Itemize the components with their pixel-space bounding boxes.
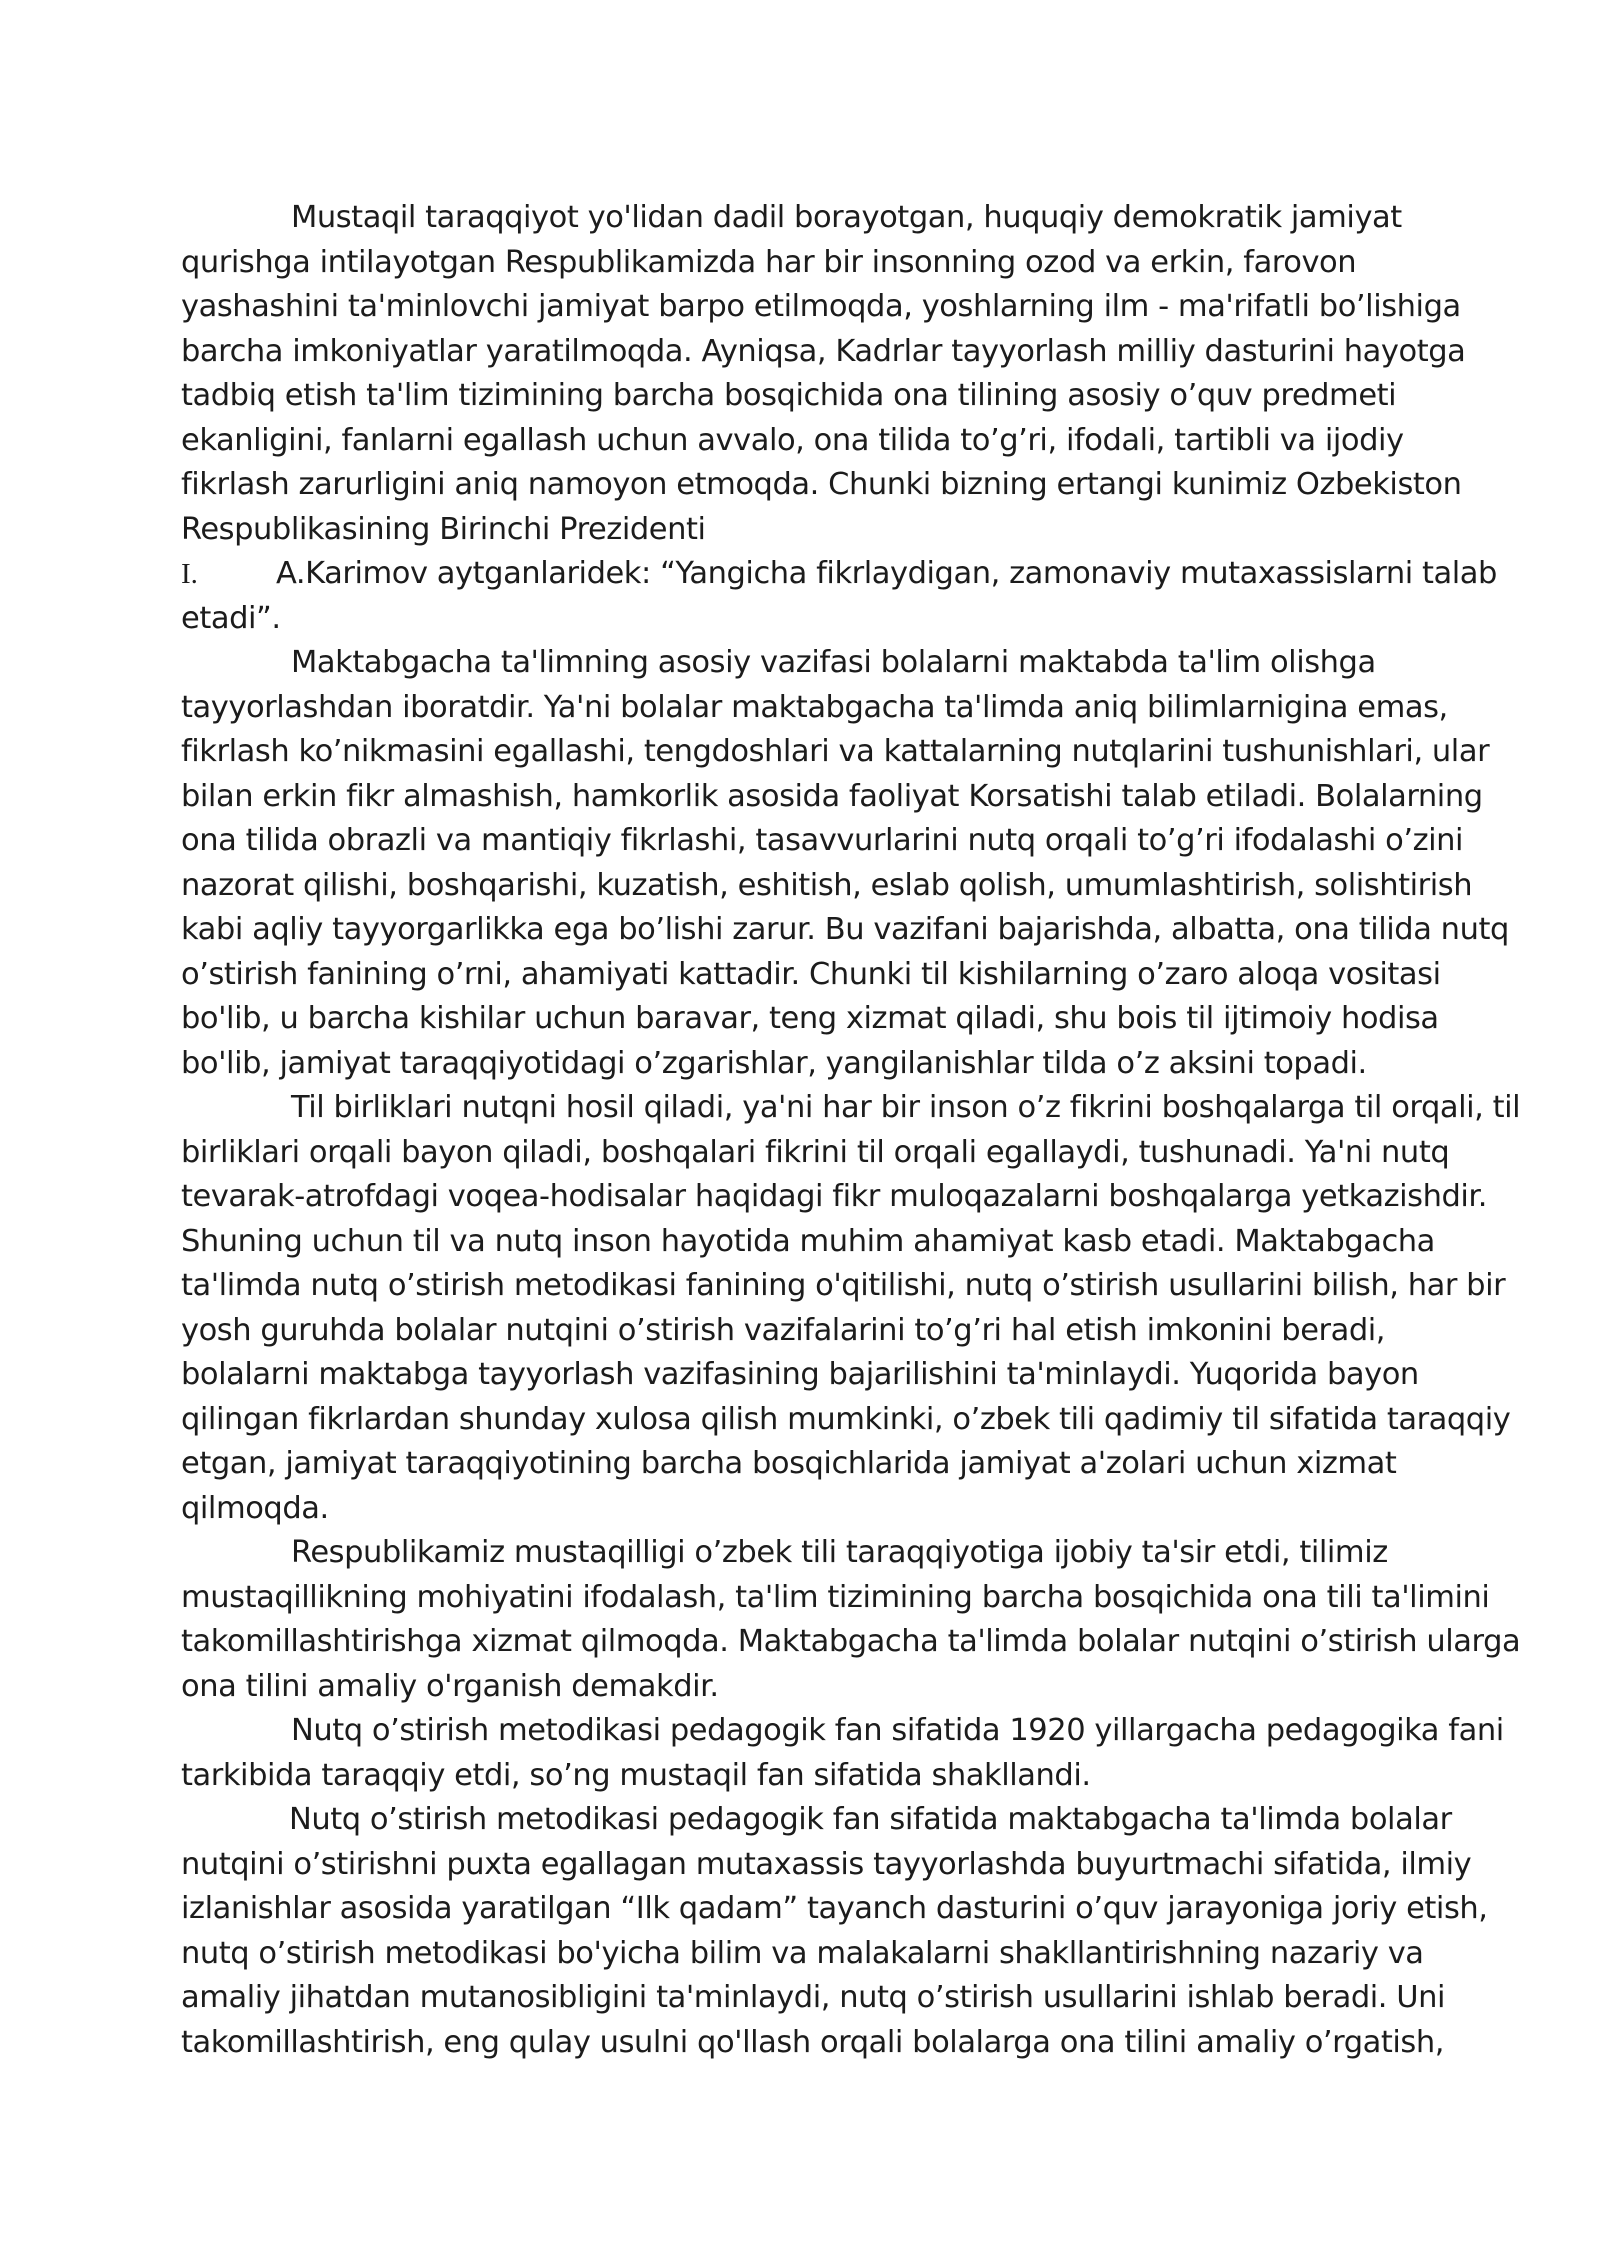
paragraph-preschool-tasks: Maktabgacha ta'limning asosiy vazifasi bolalarni maktabda ta'lim olishga tayyorlashdan iboratdir. Ya'ni bolalar maktabgacha ta'limda aniq bilimlarnigina emas, fikrlash ko’nikmasini egallashi, tengdoshlari va kattalarning nutqlarini tushunishlari, ular bilan erkin fikr almashish, hamkorlik asosida faoliyat Korsatishi talab etiladi. Bolalarning ona tilida obrazli va mantiqiy fikrlashi, tasavvurlarini nutq orqali to’g’ri ifodalashi o’zini nazorat qilishi, boshqarishi, kuzatish, eshitish, eslab qolish, umumlashtirish, solishtirish kabi aqliy tayyorgarlikka ega bo’lishi zarur. Bu vazifani bajarishda, albatta, ona tilida nutq o’stirish fanining o’rni, ahamiyati kattadir. Chunki til kishilarning o’zaro aloqa vositasi bo'lib, u barcha kishilar uchun baravar, teng xizmat qiladi, shu bois til ijtimoiy hodisa bo'lib, jamiyat taraqqiyotidagi o’zgarishlar, yangilanishlar tilda o’z aksini topadi. [181,645,1509,1081]
paragraph-language-units: Til birliklari nutqni hosil qiladi, ya'ni har bir inson o’z fikrini boshqalarga til orqali, til birliklari orqali bayon qiladi, boshqalari fikrini til orqali egallaydi, tushunadi. Ya'ni nutq tevarak-atrofdagi voqea-hodisalar haqidagi fikr muloqazalarni boshqalarga yetkazishdir. Shuning uchun til va nutq inson hayotida muhim ahamiyat kasb etadi. Maktabgacha ta'limda nutq o’stirish metodikasi fanining o'qitilishi, nutq o’stirish usullarini bilish, har bir yosh guruhda bolalar nutqini o’stirish vazifalarini to’g’ri hal etish imkonini beradi, bolalarni maktabga tayyorlash vazifasining bajarilishini ta'minlaydi. Yuqorida bayon qilingan fikrlardan shunday xulosa qilish mumkinki, o’zbek tili qadimiy til sifatida taraqqiy etgan, jamiyat taraqqiyotining barcha bosqichlarida jamiyat a'zolari uchun xizmat qilmoqda. [181,1090,1521,1526]
document-body [181,196,1521,2065]
list-item-karimov-quote [181,552,1521,641]
list-marker: I. [181,558,198,590]
paragraph-methodology-role: Nutq o’stirish metodikasi pedagogik fan sifatida maktabgacha ta'limda bolalar nutqini o’stirishni puxta egallagan mutaxassis tayyorlashda buyurtmachi sifatida, ilmiy izlanishlar asosida yaratilgan “Ilk qadam” tayanch dasturini o’quv jarayoniga joriy etish, nutq o’stirish metodikasi bo'yicha bilim va malakalarni shakllantirishning nazariy va amaliy jihatdan mutanosibligini ta'minlaydi, nutq o’stirish usullarini ishlab beradi. Uni takomillashtirish, eng qulay usulni qo'llash orqali bolalarga ona tilini amaliy o’rgatish, [181,1802,1488,2060]
paragraph-methodology-history: Nutq o’stirish metodikasi pedagogik fan sifatida 1920 yillargacha pedagogika fani tarkibida taraqqiy etdi, so’ng mustaqil fan sifatida shakllandi. [181,1713,1504,1793]
paragraph-intro: Mustaqil taraqqiyot yo'lidan dadil borayotgan, huquqiy demokratik jamiyat qurishga intilayotgan Respublikamizda har bir insonning ozod va erkin, farovon yashashini ta'minlovchi jamiyat barpo etilmoqda, yoshlarning ilm - ma'rifatli bo’lishiga barcha imkoniyatlar yaratilmoqda. Ayniqsa, Kadrlar tayyorlash milliy dasturini hayotga tadbiq etish ta'lim tizimining barcha bosqichida ona tilining asosiy o’quv predmeti ekanligini, fanlarni egallash uchun avvalo, ona tilida to’g’ri, ifodali, tartibli va ijodiy fikrlash zarurligini aniq namoyon etmoqda. Chunki bizning ertangi kunimiz Ozbekiston Respublikasining Birinchi Prezidenti [181,200,1466,547]
list-item-text: A.Karimov aytganlaridek: “Yangicha fikrlaydigan, zamonaviy mutaxassislarni talab etadi”. [181,556,1497,636]
paragraph-independence: Respublikamiz mustaqilligi o’zbek tili taraqqiyotiga ijobiy ta'sir etdi, tilimiz mustaqillikning mohiyatini ifodalash, ta'lim tizimining barcha bosqichida ona tili ta'limini takomillashtirishga xizmat qilmoqda. Maktabgacha ta'limda bolalar nutqini o’stirish ularga ona tilini amaliy o'rganish demakdir. [181,1535,1521,1704]
